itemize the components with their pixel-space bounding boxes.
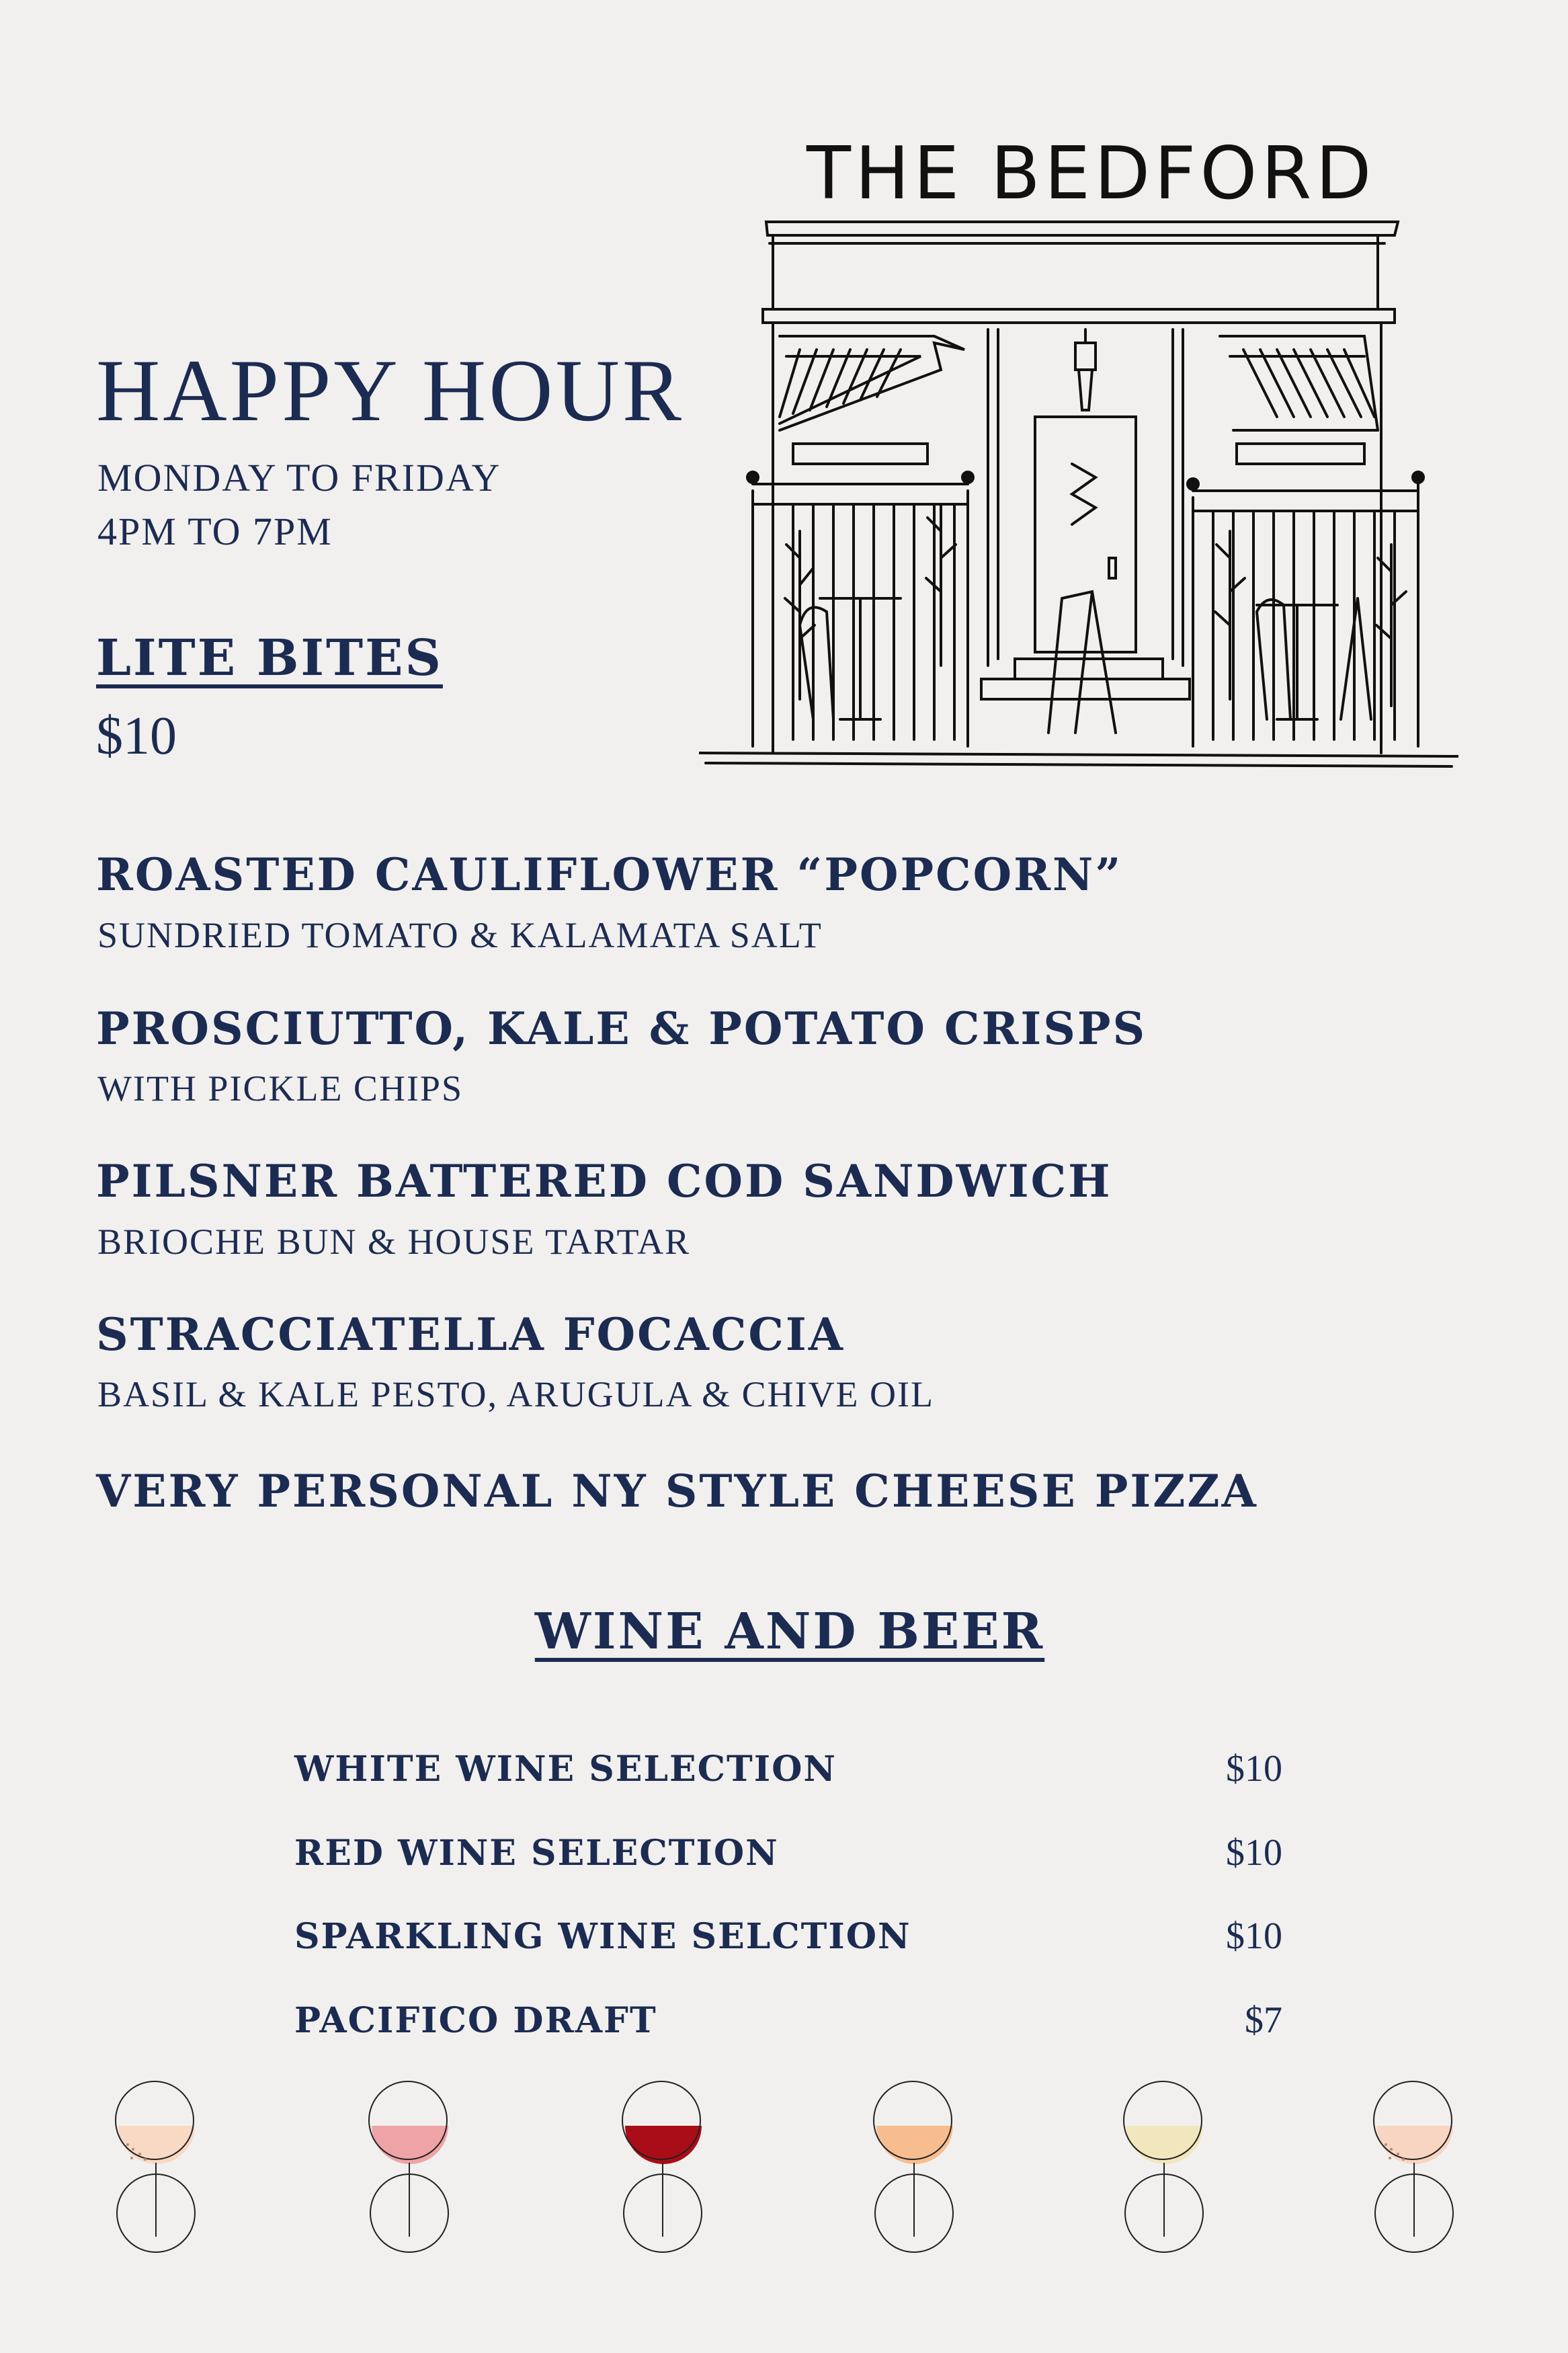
wine-fill: [1376, 2126, 1453, 2164]
menu-item-name: VERY PERSONAL NY STYLE CHEESE PIZZA: [96, 1465, 1258, 1517]
wine-fill: [1126, 2126, 1203, 2164]
menu-item-desc: SUNDRIED TOMATO & KALAMATA SALT: [97, 915, 823, 955]
bubble: [144, 2158, 147, 2161]
drink-row: [294, 1913, 1282, 1960]
bubble: [1390, 2148, 1393, 2151]
sparkling-rose-glass-icon: [1371, 2079, 1458, 2254]
bubble: [1402, 2158, 1405, 2161]
page-title: HAPPY HOUR: [96, 341, 684, 440]
wine-fill: [876, 2126, 953, 2164]
wine-beer-heading: WINE AND BEER: [534, 1603, 1045, 1661]
orange-wine-glass-icon: [871, 2079, 958, 2254]
bubble: [138, 2153, 141, 2155]
drink-row: [294, 1997, 1282, 2044]
menu-item-name: STRACCIATELLA FOCACCIA: [96, 1308, 845, 1361]
storefront-illustration: [699, 128, 1458, 773]
bubble: [1389, 2157, 1391, 2159]
drink-name: WHITE WINE SELECTION: [294, 1748, 837, 1790]
menu-item-desc: BASIL & KALE PESTO, ARUGULA & CHIVE OIL: [97, 1374, 935, 1414]
lite-bites-heading: LITE BITES: [96, 629, 443, 687]
drink-price: $7: [1245, 1999, 1282, 2041]
wine-fill: [118, 2126, 195, 2164]
bubble: [130, 2157, 133, 2159]
bubble: [1385, 2143, 1387, 2146]
bubble: [126, 2143, 129, 2146]
menu-item-name: PILSNER BATTERED COD SANDWICH: [96, 1155, 1112, 1207]
white-wine-glass-icon: [1121, 2079, 1208, 2254]
menu-item-name: ROASTED CAULIFLOWER “POPCORN”: [96, 848, 1123, 901]
drink-price: $10: [1226, 1915, 1282, 1957]
wine-fill: [372, 2126, 448, 2164]
storefront-sign: THE BEDFORD: [807, 132, 1376, 216]
hours-text: 4PM TO 7PM: [97, 510, 333, 553]
menu-item-desc: WITH PICKLE CHIPS: [97, 1068, 463, 1109]
drink-row: [294, 1745, 1282, 1792]
drink-row: [294, 1829, 1282, 1876]
drink-price: $10: [1226, 1832, 1282, 1874]
menu-item-name: PROSCIUTTO, KALE & POTATO CRISPS: [96, 1002, 1147, 1055]
drink-name: SPARKLING WINE SELCTION: [294, 1915, 911, 1957]
drink-name: PACIFICO DRAFT: [294, 1999, 657, 2041]
menu-item-desc: BRIOCHE BUN & HOUSE TARTAR: [97, 1222, 691, 1262]
sparkling-wine-glass-icon: [113, 2079, 200, 2254]
drink-price: $10: [1226, 1748, 1282, 1790]
rose-wine-glass-icon: [366, 2079, 454, 2254]
wine-fill: [625, 2126, 702, 2164]
red-wine-glass-icon: [620, 2079, 707, 2254]
drink-name: RED WINE SELECTION: [294, 1832, 779, 1874]
lite-bites-price: $10: [96, 707, 177, 766]
bubble: [1397, 2153, 1399, 2155]
bubble: [132, 2148, 134, 2151]
days-text: MONDAY TO FRIDAY: [97, 456, 501, 500]
